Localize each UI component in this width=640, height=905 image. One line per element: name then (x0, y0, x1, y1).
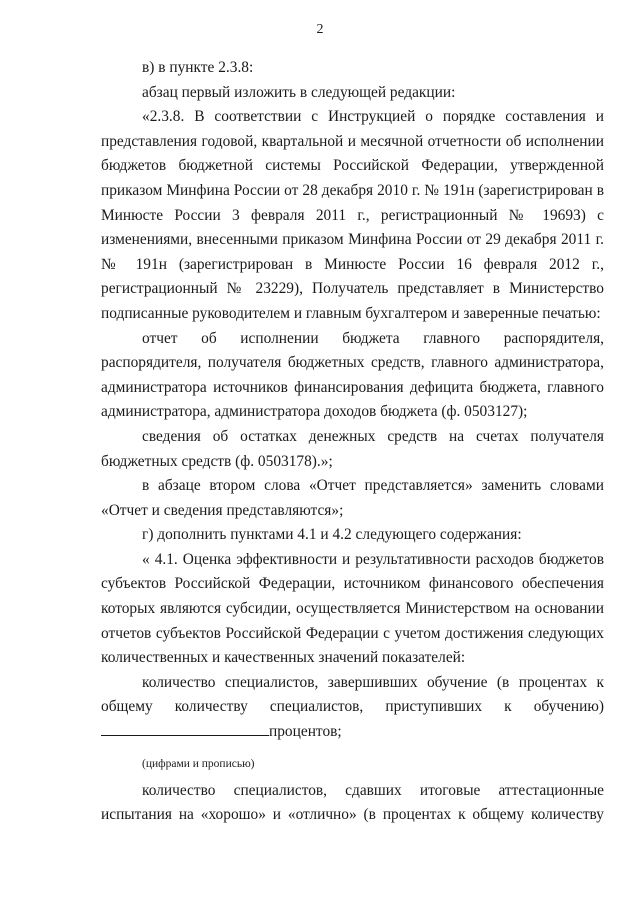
paragraph-second-abzac: в абзаце втором слова «Отчет представляется» заменить словами «Отчет и сведения представляются»; (101, 477, 604, 519)
paragraph-4-1: « 4.1. Оценка эффективности и результативности расходов бюджетов субъектов Российской Федерации, источником финансового обеспечения которых являются субсидии, осуществляется Министерством на основании отчетов субъектов Российской Федерации с учетом достижения следующих количественных и качественных значений показателей: (101, 550, 604, 667)
document-body (101, 56, 604, 828)
paragraph-first-abzac: абзац первый изложить в следующей редакции: (142, 83, 456, 101)
paragraph-item-g: г) дополнить пунктами 4.1 и 4.2 следующего содержания: (142, 526, 522, 544)
fill-in-caption: (цифрами и прописью) (142, 757, 255, 770)
paragraph-item-v: в) в пункте 2.3.8: (142, 59, 254, 76)
blank-field-line (101, 721, 269, 736)
paragraph-specialists-passed-line1: количество специалистов, сдавших итоговые аттестационные (142, 781, 604, 799)
paragraph-specialists-completed: количество специалистов, завершивших обучение (в процентах к общему количеству специалистов, приступивших к обучению) (101, 673, 604, 716)
percent-word: процентов; (269, 723, 342, 741)
page-number: 2 (316, 22, 324, 37)
paragraph-specialists-passed-line2: испытания на «хорошо» и «отлично» (в процентах к общему количеству (101, 806, 604, 824)
paragraph-report-execution: отчет об исполнении бюджета главного распорядителя, распорядителя, получателя бюджетных средств, главного администратора, администратора источников финансирования дефицита бюджета, главного администратора, администратора доходов бюджета (ф. 0503127); (101, 329, 604, 421)
paragraph-2-3-8: «2.3.8. В соответствии с Инструкцией о порядке составления и представления годовой, квартальной и месячной отчетности об исполнении бюджетов бюджетной системы Российской Федерации, утвержденной приказом Минфина России от 28 декабря 2010 г. № 191н (зарегистрирован в Минюсте России 3 февраля 2011 г., регистрационный № 19693) с изменениями, внесенными приказом Минфина России от 29 декабря 2011 г. № 191н (зарегистрирован в Минюсте России 16 февраля 2012 г., регистрационный № 23229), Получатель представляет в Министерство подписанные руководителем и главным бухгалтером и заверенные печатью: (101, 108, 604, 322)
fill-in-line (101, 720, 604, 745)
paragraph-cash-balances: сведения об остатках денежных средств на счетах получателя бюджетных средств (ф. 0503178).»; (101, 427, 604, 470)
